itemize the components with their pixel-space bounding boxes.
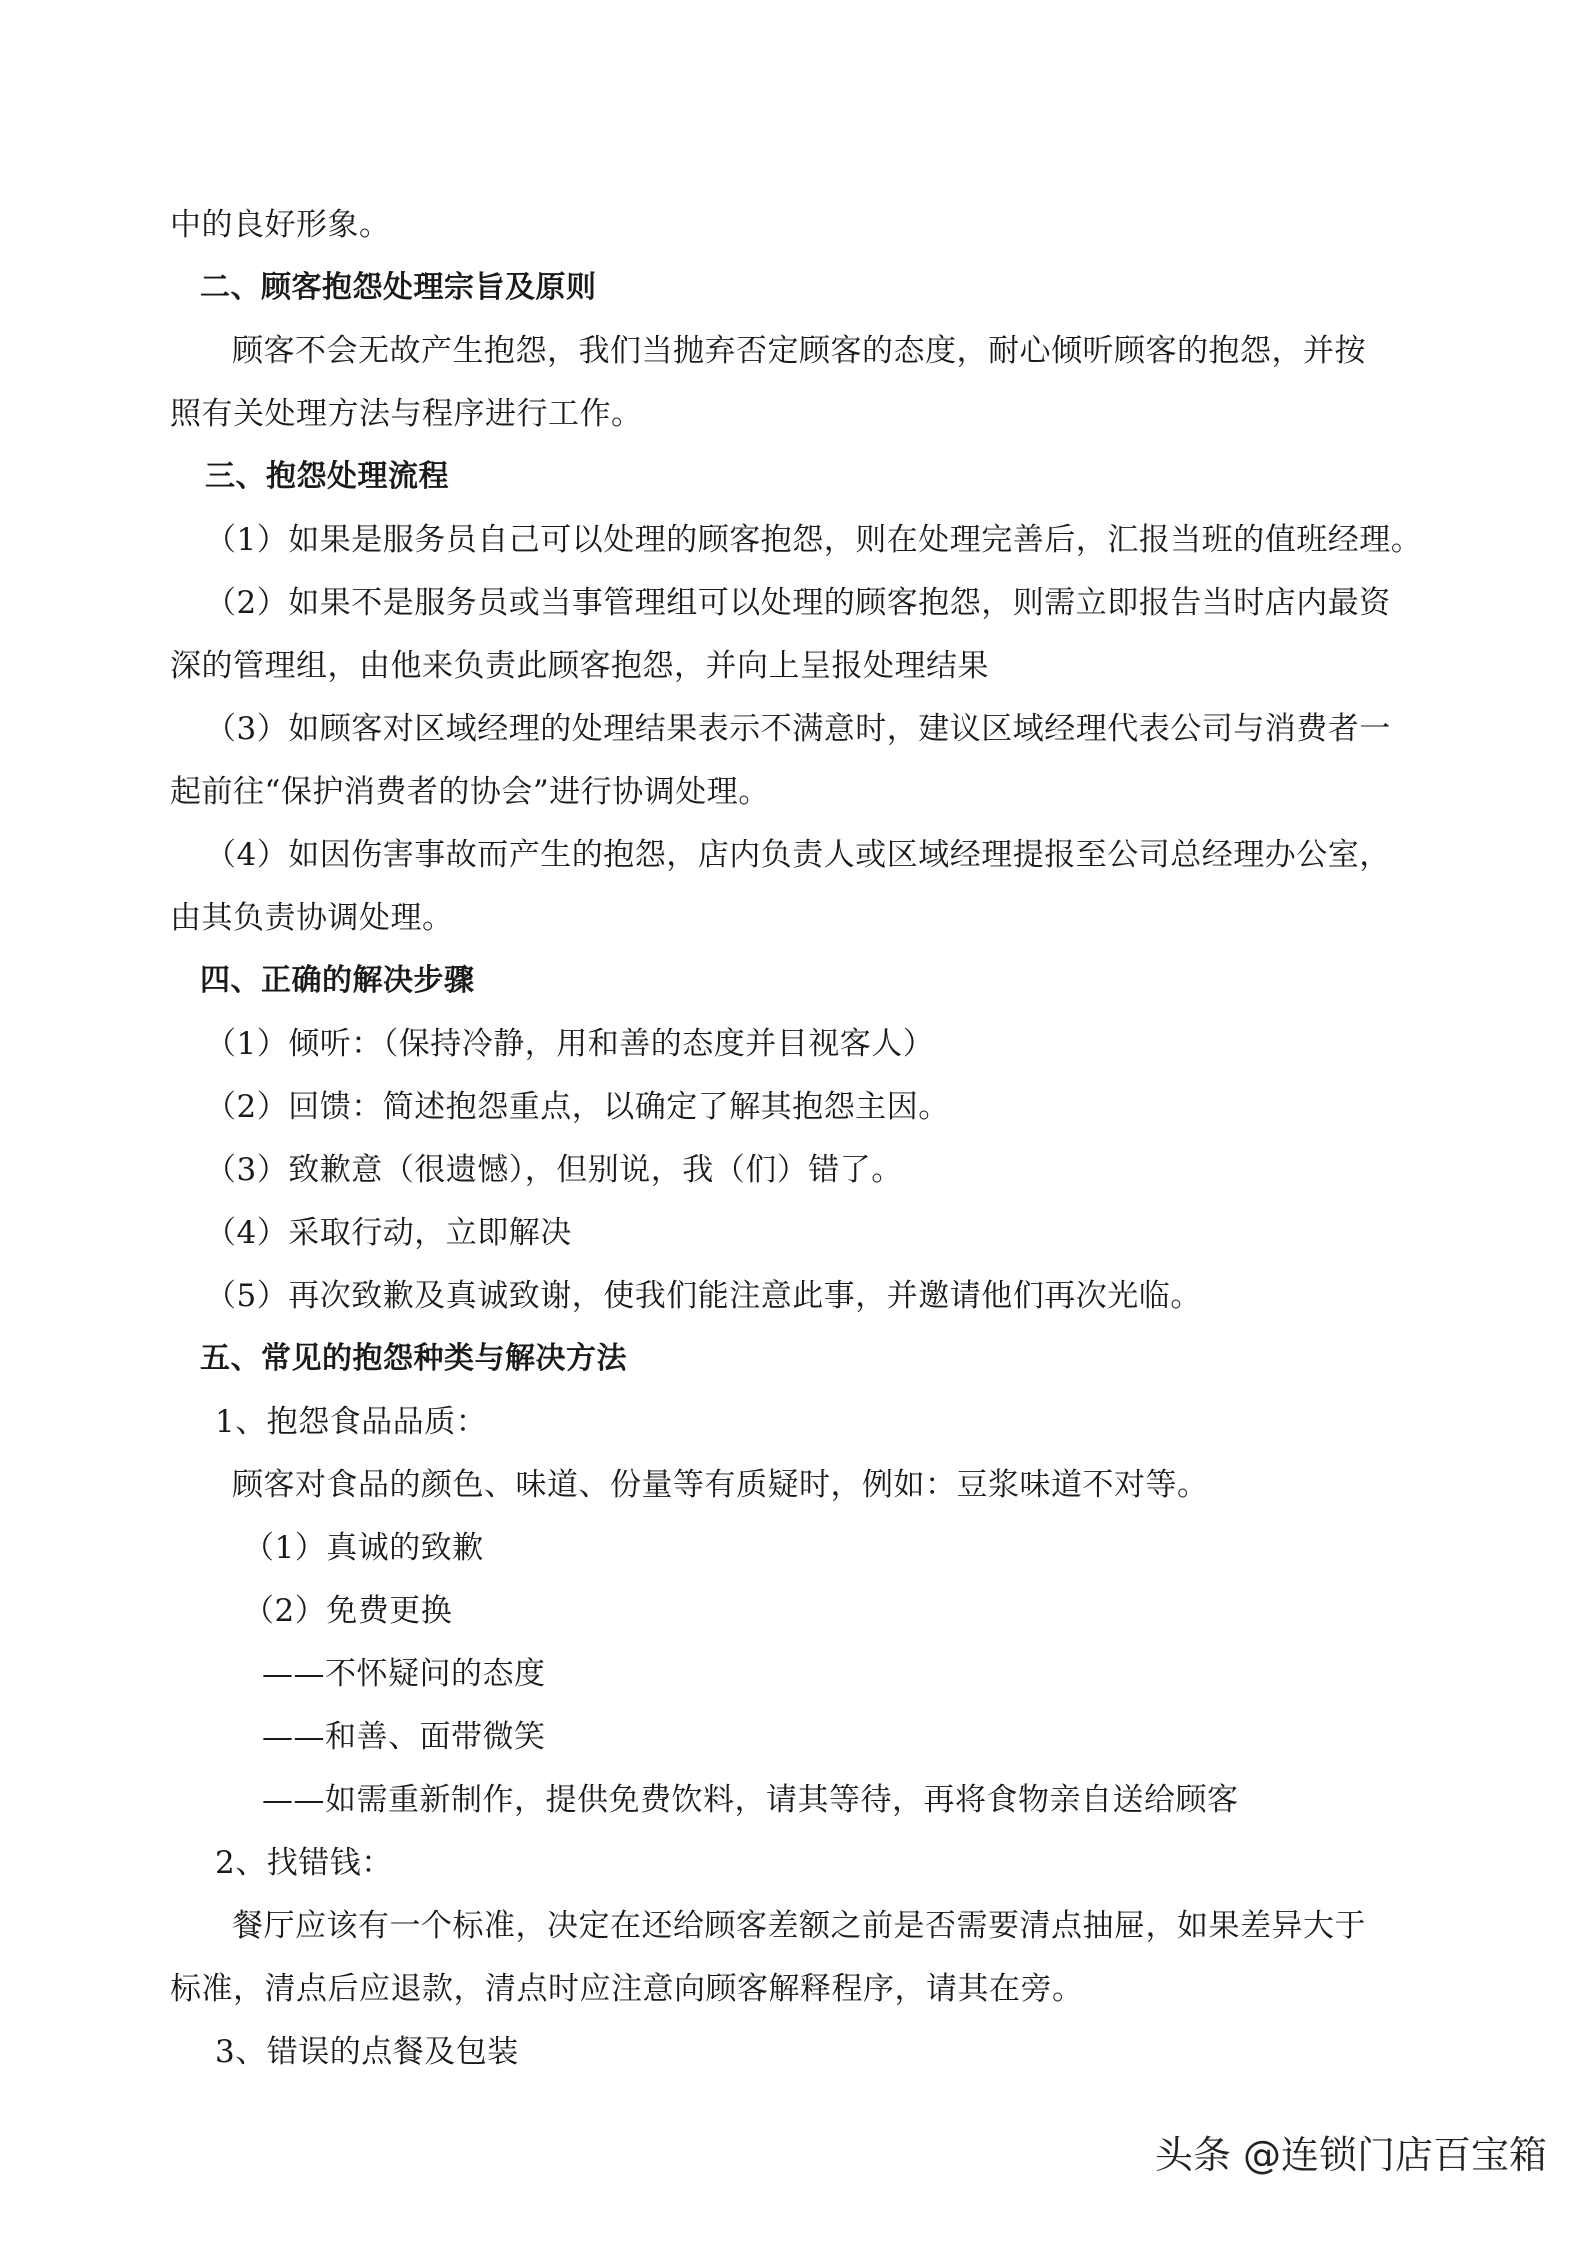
list-item: （4）采取行动，立即解决	[205, 1215, 572, 1251]
paragraph-line: 照有关处理方法与程序进行工作。	[170, 396, 643, 432]
section-heading: 三、抱怨处理流程	[205, 459, 449, 494]
subsection-heading: 1、抱怨食品品质：	[215, 1404, 488, 1440]
section-heading: 四、正确的解决步骤	[200, 963, 475, 998]
subsection-heading: 2、找错钱：	[215, 1845, 393, 1881]
paragraph-line: 起前往“保护消费者的协会”进行协调处理。	[170, 774, 770, 810]
list-item: （3）如顾客对区域经理的处理结果表示不满意时，建议区域经理代表公司与消费者一	[205, 711, 1391, 747]
paragraph-line: 深的管理组，由他来负责此顾客抱怨，并向上呈报处理结果	[170, 648, 989, 684]
list-item: （2）回馈：简述抱怨重点，以确定了解其抱怨主因。	[205, 1089, 950, 1125]
list-item: （1）如果是服务员自己可以处理的顾客抱怨，则在处理完善后，汇报当班的值班经理。	[205, 522, 1423, 558]
section-heading: 五、常见的抱怨种类与解决方法	[200, 1341, 627, 1376]
paragraph-line: 顾客不会无故产生抱怨，我们当抛弃否定顾客的态度，耐心倾听顾客的抱怨，并按	[232, 333, 1366, 369]
list-item: （1）倾听：（保持冷静，用和善的态度并目视客人）	[205, 1026, 935, 1062]
dash-item: ——如需重新制作，提供免费饮料，请其等待，再将食物亲自送给顾客	[262, 1782, 1239, 1818]
list-item: （1）真诚的致歉	[243, 1530, 484, 1566]
subsection-heading: 3、错误的点餐及包装	[215, 2034, 519, 2070]
paragraph-line: 顾客对食品的颜色、味道、份量等有质疑时，例如：豆浆味道不对等。	[232, 1467, 1209, 1503]
list-item: （5）再次致歉及真诚致谢，使我们能注意此事，并邀请他们再次光临。	[205, 1278, 1202, 1314]
section-heading: 二、顾客抱怨处理宗旨及原则	[200, 270, 597, 305]
dash-item: ——和善、面带微笑	[262, 1719, 546, 1755]
dash-item: ——不怀疑问的态度	[262, 1656, 546, 1692]
paragraph-line: 中的良好形象。	[170, 207, 391, 243]
list-item: （2）免费更换	[243, 1593, 453, 1629]
list-item: （4）如因伤害事故而产生的抱怨，店内负责人或区域经理提报至公司总经理办公室，	[205, 837, 1391, 873]
paragraph-line: 标准，清点后应退款，清点时应注意向顾客解释程序，请其在旁。	[170, 1971, 1084, 2007]
list-item: （3）致歉意（很遗憾），但别说，我（们）错了。	[205, 1152, 903, 1188]
list-item: （2）如果不是服务员或当事管理组可以处理的顾客抱怨，则需立即报告当时店内最资	[205, 585, 1391, 621]
paragraph-line: 由其负责协调处理。	[170, 900, 454, 936]
watermark: 头条 @连锁门店百宝箱	[1154, 2133, 1547, 2177]
paragraph-line: 餐厅应该有一个标准，决定在还给顾客差额之前是否需要清点抽屉，如果差异大于	[232, 1908, 1366, 1944]
